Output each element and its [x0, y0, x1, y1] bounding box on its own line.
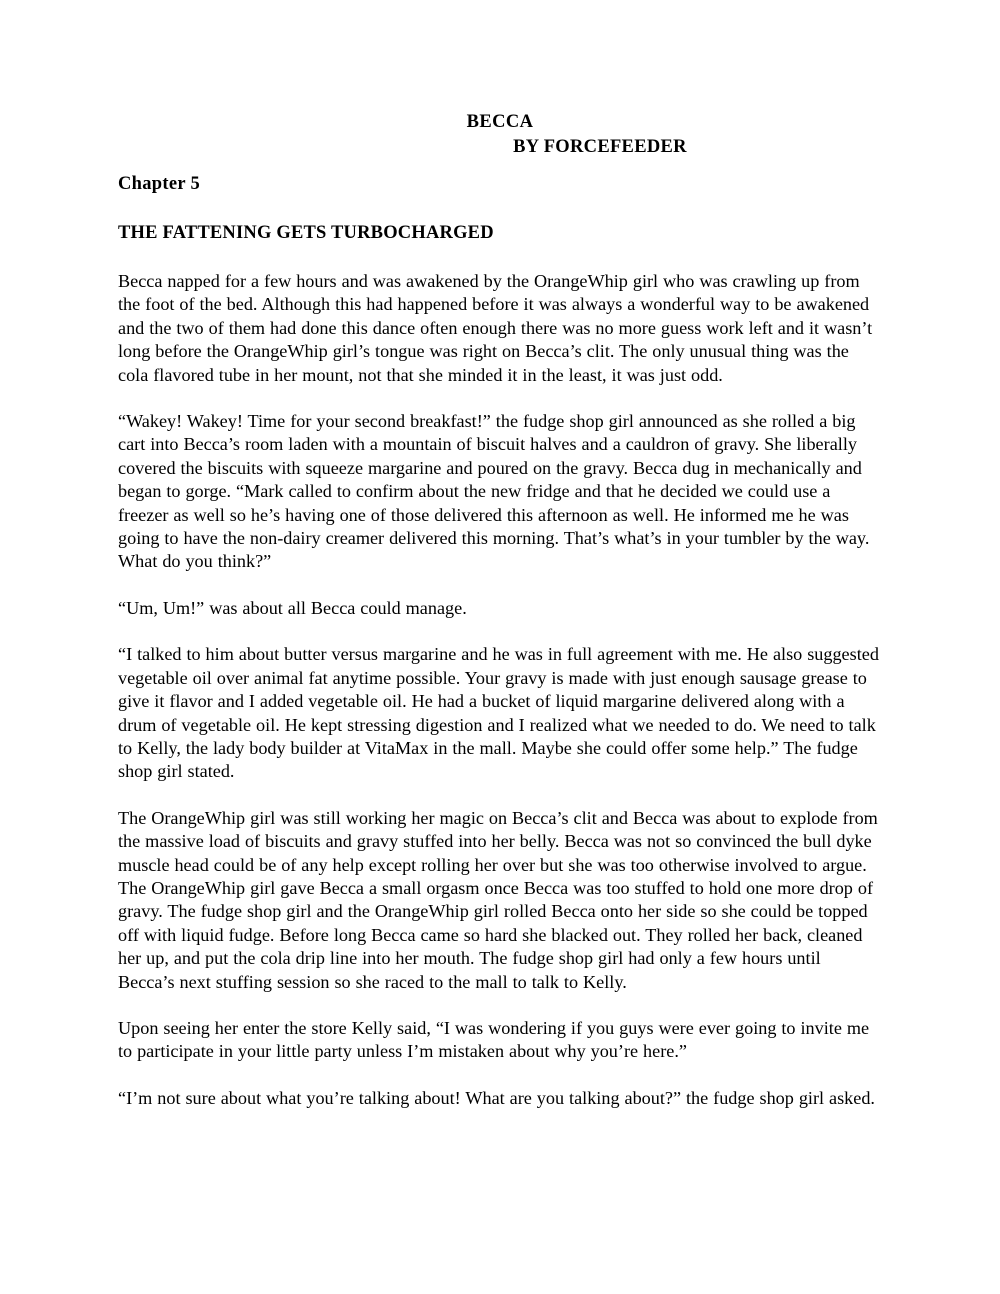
paragraph: Becca napped for a few hours and was awakened by the OrangeWhip girl who was crawling up from the foot of the bed. Although this had happened before it was always a wonderful way to be awakened and the two of them had done this dance often enough there was no more guess work left and it wasn’t long before the OrangeWhip girl’s tongue was right on Becca’s clit. The only unusual thing was the cola flavored tube in her mount, not that she minded it in the least, it was just odd. [118, 271, 873, 385]
document-byline: BY FORCEFEEDER [513, 137, 687, 157]
paragraph: “Wakey! Wakey! Time for your second breakfast!” the fudge shop girl announced as she rolled a big cart into Becca’s room laden with a mountain of biscuit halves and a cauldron of gravy. She liberally covered the biscuits with squeeze margarine and poured on the gravy. Becca dug in mechanically and began to gorge. “Mark called to confirm about the new fridge and that he decided we could use a freezer as well so he’s having one of those delivered this afternoon as well. He informed me he was going to have the non-dairy creamer delivered this morning. That’s what’s in your tumbler by the way. What do you think?” [118, 411, 870, 572]
paragraph: The OrangeWhip girl was still working her magic on Becca’s clit and Becca was about to explode from the massive load of biscuits and gravy stuffed into her belly. Becca was not so convinced the bull dyke muscle head could be of any help except rolling her over but she was too otherwise involved to argue. The OrangeWhip girl gave Becca a small orgasm once Becca was too stuffed to hold one more drop of gravy. The fudge shop girl and the OrangeWhip girl rolled Becca onto her side so she could be topped off with liquid fudge. Before long Becca came so hard she blacked out. They rolled her back, cleaned her up, and put the cola drip line into her mouth. The fudge shop girl had only a few hours until Becca’s next stuffing session so she raced to the mall to talk to Kelly. [118, 807, 878, 992]
chapter-label: Chapter 5 [118, 174, 201, 194]
paragraph: “I’m not sure about what you’re talking about! What are you talking about?” the fudge shop girl asked. [118, 1087, 875, 1108]
paragraph: Upon seeing her enter the store Kelly said, “I was wondering if you guys were ever going to invite me to participate in your little party unless I’m mistaken about why you’re here.” [118, 1017, 870, 1062]
document-title: BECCA [466, 112, 534, 132]
paragraph: “I talked to him about butter versus margarine and he was in full agreement with me. He also suggested vegetable oil over animal fat anytime possible. Your gravy is made with just enough sausage grease to give it flavor and I added vegetable oil. He had a bucket of liquid margarine delivered along with a drum of vegetable oil. He kept stressing digestion and I realized what we needed to do. We need to talk to Kelly, the lady body builder at VitaMax in the mall. Maybe she could offer some help.” The fudge shop girl stated. [118, 644, 879, 782]
section-heading: THE FATTENING GETS TURBOCHARGED [118, 223, 494, 243]
paragraph: “Um, Um!” was about all Becca could manage. [118, 597, 467, 618]
